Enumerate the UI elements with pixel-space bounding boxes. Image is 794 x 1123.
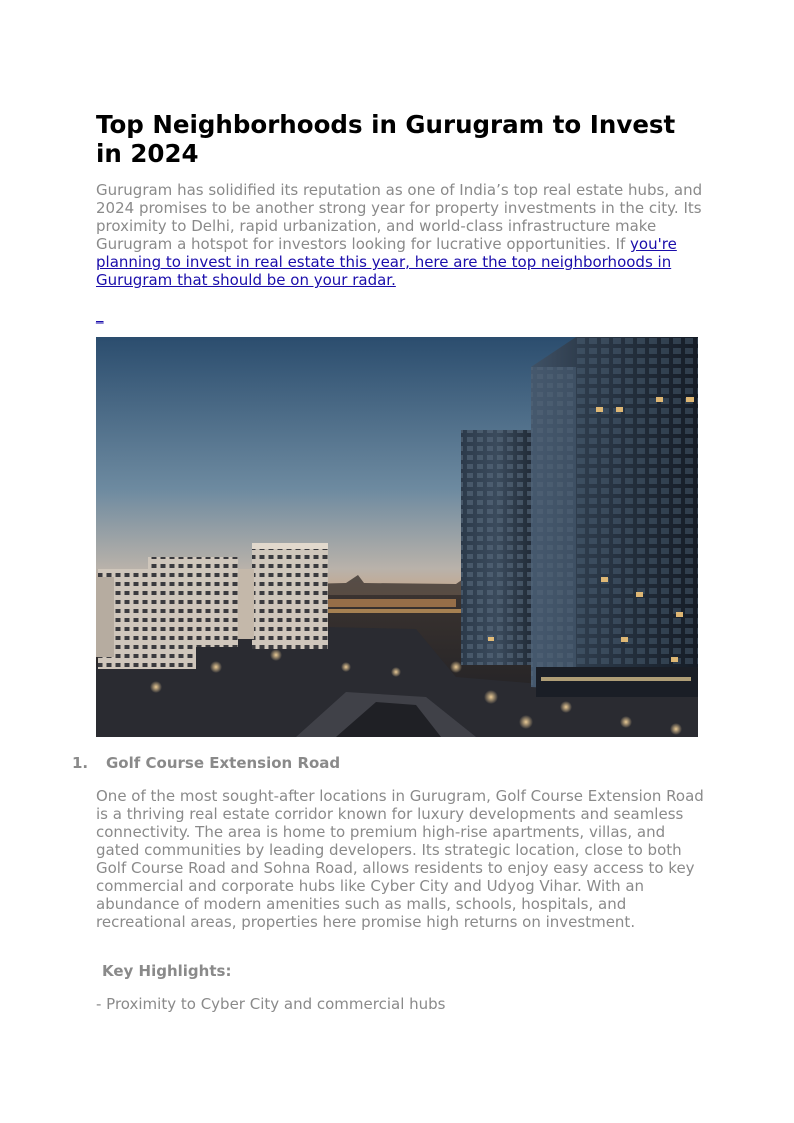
article-title-line-1: Top Neighborhoods in Gurugram to Invest bbox=[96, 110, 676, 139]
intro-text: Gurugram has solidified its reputation as one of India’s top real estate hubs, and 2024 promises to be another strong year for property investments in the city. Its proximity to Delhi, rapid urbanization, and world-class infrastructure make Gurugram a hotspot for investors looking for lucrative opportunities. If bbox=[96, 181, 703, 253]
intro-link[interactable]: you're planning to invest in real estate this year, here are the top neighborhoods in Gurugram that should be on your radar. bbox=[96, 235, 677, 289]
city-skyline-photo bbox=[96, 337, 698, 737]
stray-link[interactable]: _ bbox=[96, 306, 104, 324]
section-number: 1. bbox=[72, 754, 89, 772]
key-highlights-label: Key Highlights: bbox=[102, 962, 232, 980]
article-title-line-2: in 2024 bbox=[96, 139, 199, 168]
article-title bbox=[96, 110, 706, 168]
intro-paragraph bbox=[96, 181, 706, 289]
section-heading: Golf Course Extension Road bbox=[106, 754, 341, 772]
section-body: One of the most sought-after locations in Gurugram, Golf Course Extension Road is a thriving real estate corridor known for luxury developments and seamless connectivity. The area is home to premium high-rise apartments, villas, and gated communities by leading developers. Its strategic location, close to both Golf Course Road and Sohna Road, allows residents to enjoy easy access to key commercial and corporate hubs like Cyber City and Udyog Vihar. With an abundance of modern amenities such as malls, schools, hospitals, and recreational areas, properties here promise high returns on investment. bbox=[96, 787, 704, 931]
highlight-item: - Proximity to Cyber City and commercial hubs bbox=[96, 995, 446, 1013]
